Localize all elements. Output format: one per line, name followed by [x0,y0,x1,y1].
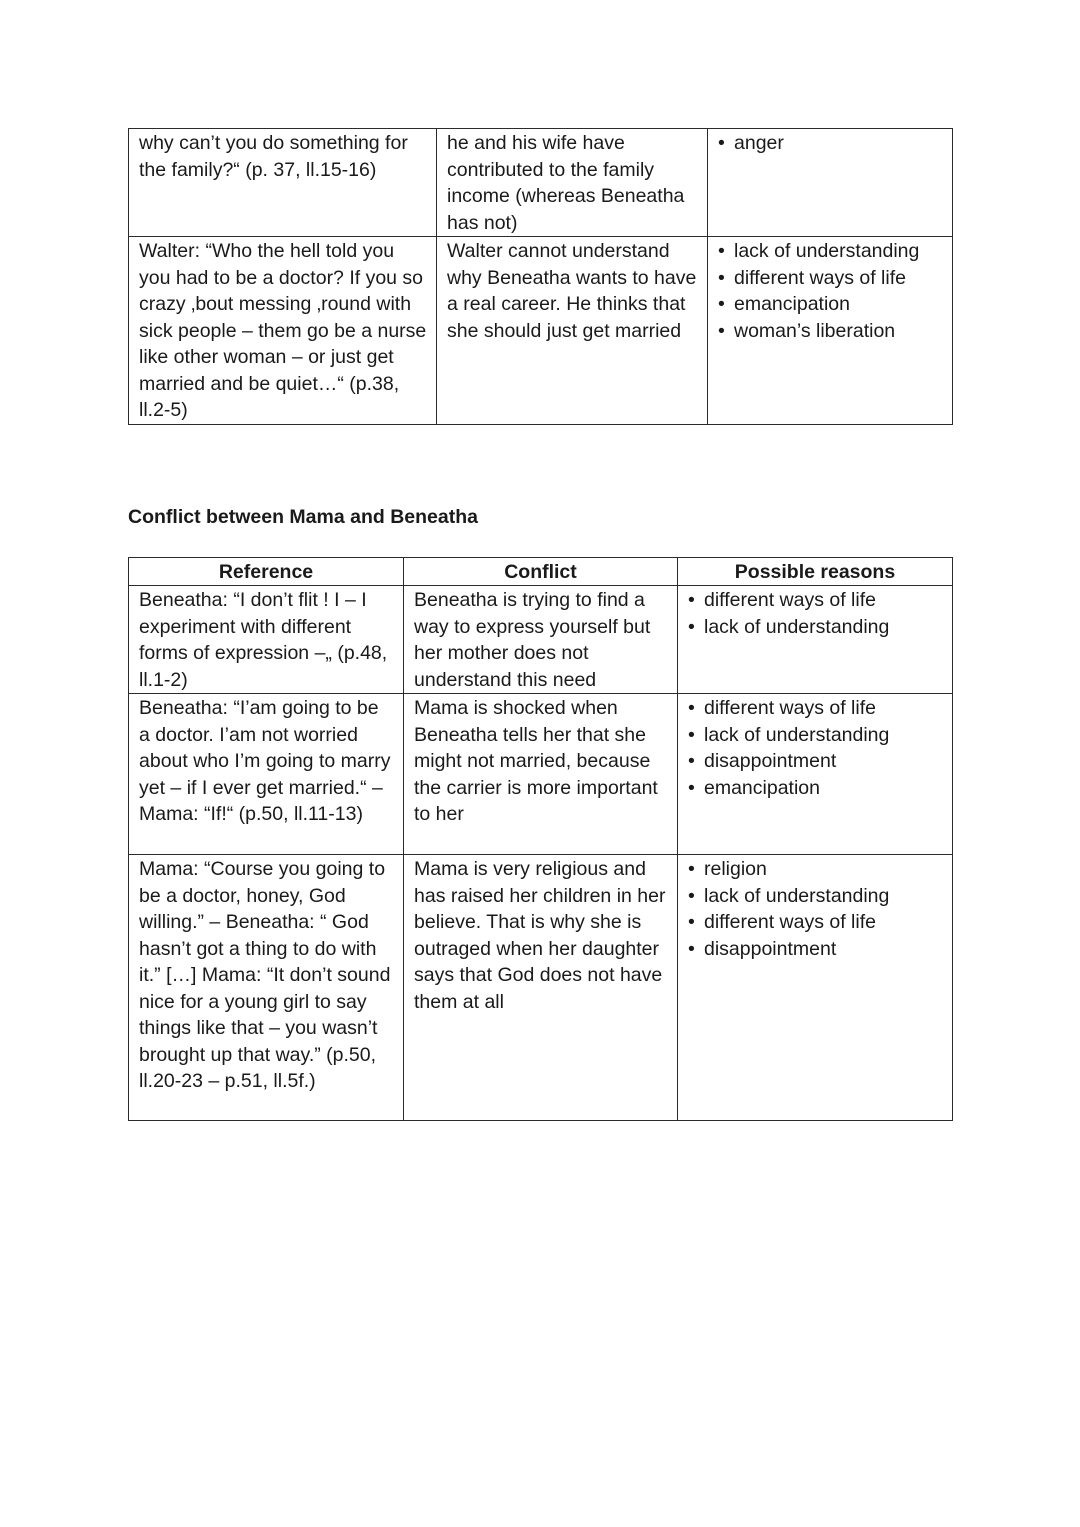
column-header-conflict: Conflict [404,558,678,586]
reference-text: Beneatha: “I’am going to be a doctor. I’am not worried about who I’m going to marry yet – if I ever get married.“ – Mama: “If!“ (p.50, ll.11-13) [139,697,391,825]
reason-item: • lack of understanding [688,722,943,749]
reason-item: • lack of understanding [718,238,943,265]
reasons-cell [678,855,953,1121]
reason-item: • different ways of life [718,265,943,292]
reasons-cell [708,129,953,237]
conflict-cell [404,586,678,694]
reasons-list [718,130,943,157]
reference-text: why can’t you do something for the family?“ (p. 37, ll.15-16) [139,132,408,181]
reason-item: • religion [688,856,943,883]
table-header-row [129,558,953,586]
reasons-cell [678,694,953,855]
table-row [129,129,953,237]
conflict-text: Beneatha is trying to find a way to express yourself but her mother does not understand this need [414,589,651,691]
conflict-text: Mama is very religious and has raised her children in her believe. That is why she is outraged when her daughter says that God does not have them at all [414,858,666,1013]
reason-item: • woman’s liberation [718,318,943,345]
reference-text: Walter: “Who the hell told you you had to be a doctor? If you so crazy ‚bout messing ‚round with sick people – them go be a nurse like other woman – or just get married and be quiet…“ (p.38, ll.2-5) [139,240,427,421]
table-row [129,855,953,1121]
table-row [129,237,953,425]
reason-item: • lack of understanding [688,614,943,641]
reference-text: Beneatha: “I don’t flit ! I – I experiment with different forms of expression –„ (p.48, ll.1-2) [139,589,388,691]
reference-cell [129,855,404,1121]
reason-item: • emancipation [718,291,943,318]
reason-item: • different ways of life [688,909,943,936]
conflict-cell [437,129,708,237]
table-row [129,694,953,855]
reference-text: Mama: “Course you going to be a doctor, honey, God willing.” – Beneatha: “ God hasn’t got a thing to do with it.” […] Mama: “It don’t sound nice for a young girl to say things like that – you wasn’t brought up that way.” (p.50, ll.20-23 – p.51, ll.5f.) [139,858,391,1092]
conflict-text: he and his wife have contributed to the family income (whereas Beneatha has not) [447,132,685,234]
conflict-cell [437,237,708,425]
conflict-table-continued [128,128,953,425]
reasons-list [718,238,943,344]
reasons-cell [708,237,953,425]
conflict-table-mama-beneatha [128,557,953,1121]
column-header-reasons: Possible reasons [678,558,953,586]
reason-item: • anger [718,130,943,157]
reasons-list [688,587,943,640]
reference-cell [129,694,404,855]
table-row [129,586,953,694]
reason-item: • lack of understanding [688,883,943,910]
reason-item: • emancipation [688,775,943,802]
reference-cell [129,586,404,694]
section-heading: Conflict between Mama and Beneatha [128,506,478,528]
conflict-cell [404,855,678,1121]
conflict-text: Walter cannot understand why Beneatha wants to have a real career. He thinks that she should just get married [447,240,697,342]
column-header-reference: Reference [129,558,404,586]
reasons-list [688,856,943,962]
reference-cell [129,237,437,425]
reason-item: • different ways of life [688,695,943,722]
reason-item: • disappointment [688,748,943,775]
reasons-list [688,695,943,801]
reference-cell [129,129,437,237]
reason-item: • disappointment [688,936,943,963]
conflict-text: Mama is shocked when Beneatha tells her that she might not married, because the carrier is more important to her [414,697,658,825]
reasons-cell [678,586,953,694]
conflict-cell [404,694,678,855]
reason-item: • different ways of life [688,587,943,614]
